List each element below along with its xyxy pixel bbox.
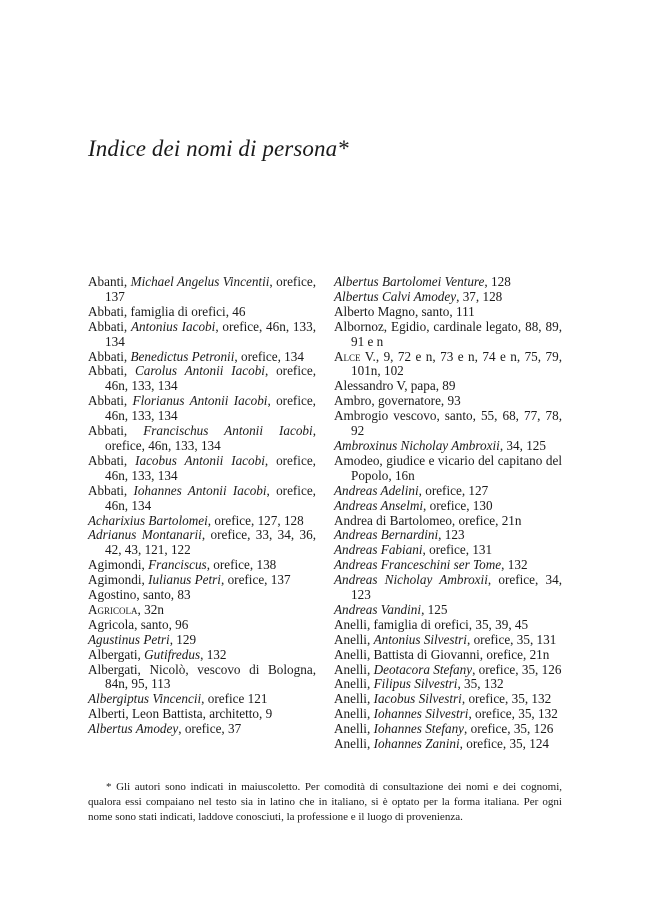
- index-entry: [334, 484, 562, 499]
- entry-text: Anelli,: [334, 736, 374, 752]
- entry-text: , 37, 128: [456, 288, 503, 304]
- entry-text: Abbati,: [88, 363, 136, 379]
- entry-name-italic: Iacobus Silvestri: [373, 691, 462, 707]
- index-entry: [334, 707, 562, 722]
- entry-text: Abbati,: [88, 452, 136, 468]
- index-entry: [334, 543, 562, 558]
- entry-text: , orefice, 46n, 133, 134: [105, 318, 316, 349]
- index-entry: [334, 558, 562, 573]
- index-entry: [334, 677, 562, 692]
- index-entry: [88, 514, 316, 529]
- entry-text: , orefice, 35, 126: [464, 721, 554, 737]
- entry-text: Alberti, Leon Battista, architetto, 9: [88, 706, 273, 722]
- entry-text: Ambro, governatore, 93: [334, 393, 461, 409]
- index-entry: [334, 320, 562, 350]
- entry-text: Anelli,: [334, 706, 374, 722]
- entry-text: Abbati,: [88, 482, 134, 498]
- entry-text: , orefice, 37: [178, 721, 242, 737]
- entry-text: Ambrogio vescovo, santo, 55, 68, 77, 78, 92: [334, 408, 562, 439]
- entry-name-italic: Antonius Silvestri: [373, 631, 467, 647]
- entry-text: Abbati,: [88, 348, 131, 364]
- entry-name-italic: Andreas Vandini: [334, 601, 422, 617]
- entry-text: , 132: [200, 646, 227, 662]
- entry-name-italic: Andreas Bernardini: [334, 527, 439, 543]
- index-entry: [334, 663, 562, 678]
- entry-name-italic: Albertus Calvi Amodey: [334, 288, 457, 304]
- index-entry: [334, 350, 562, 380]
- entry-name-italic: Franciscus: [148, 557, 207, 573]
- entry-name-italic: Andreas Nicholay Ambroxii: [334, 572, 488, 588]
- entry-name-italic: Michael Angelus Vincentii: [130, 274, 270, 289]
- entry-text: Anelli,: [334, 661, 374, 677]
- entry-text: Anelli,: [334, 676, 374, 692]
- entry-name-italic: Agustinus Petri: [88, 631, 170, 647]
- entry-text: , orefice, 138: [206, 557, 277, 573]
- entry-name-italic: Deotacora Stefany: [373, 661, 473, 677]
- entry-text: , orefice, 35, 131: [466, 631, 557, 647]
- entry-text: , 35, 132: [457, 676, 504, 692]
- entry-text: V., 9, 72 e n, 73 e n, 74 e n, 75, 79, 101n, 102: [351, 348, 562, 379]
- index-column-left: [88, 275, 316, 737]
- index-entry: [334, 603, 562, 618]
- entry-text: Albergati, Nicolò, vescovo di Bologna, 84n, 95, 113: [88, 661, 316, 692]
- entry-text: Abanti,: [88, 274, 131, 289]
- index-entry: [88, 722, 316, 737]
- entry-text: , orefice, 137: [220, 572, 291, 588]
- index-entry: [334, 275, 562, 290]
- entry-text: , orefice, 46n, 133, 134: [105, 452, 316, 483]
- entry-author-smallcaps: Agricola: [88, 601, 138, 617]
- index-entry: [334, 692, 562, 707]
- entry-text: Abbati, famiglia di orefici, 46: [88, 303, 246, 319]
- entry-text: , orefice, 46n, 133, 134: [105, 363, 316, 394]
- entry-text: Albornoz, Egidio, cardinale legato, 88, 89, 91 e n: [334, 318, 562, 349]
- index-entry: [334, 618, 562, 633]
- entry-name-italic: Iulianus Petri: [148, 572, 221, 588]
- index-entry: [88, 648, 316, 663]
- entry-text: , orefice, 46n, 133, 134: [105, 393, 316, 424]
- entry-name-italic: Iohannes Stefany: [373, 721, 465, 737]
- entry-text: Anelli,: [334, 721, 374, 737]
- entry-text: Andrea di Bartolomeo, orefice, 21n: [334, 512, 522, 528]
- index-entry: [88, 573, 316, 588]
- entry-name-italic: Gutifredus: [144, 646, 201, 662]
- entry-text: Alessandro V, papa, 89: [334, 378, 456, 394]
- index-entry: [88, 275, 316, 305]
- entry-name-italic: Iohannes Zanini: [373, 736, 460, 752]
- footnote: [88, 780, 562, 825]
- entry-text: , 129: [169, 631, 197, 647]
- entry-text: Anelli, Battista di Giovanni, orefice, 21n: [334, 646, 550, 662]
- entry-text: , 34, 125: [499, 437, 546, 453]
- index-entry: [88, 364, 316, 394]
- entry-text: , orefice 121: [201, 691, 268, 707]
- entry-text: , orefice, 35, 132: [461, 691, 552, 707]
- page-title: Indice dei nomi di persona*: [88, 136, 349, 161]
- index-entry: [334, 394, 562, 409]
- index-entry: [334, 409, 562, 439]
- entry-text: , 132: [501, 557, 528, 573]
- entry-text: , orefice, 46n, 134: [105, 482, 316, 513]
- entry-text: , orefice, 127, 128: [207, 512, 304, 528]
- entry-name-italic: Albergiptus Vincencii: [88, 691, 202, 707]
- entry-name-italic: Antonius Iacobi: [130, 318, 216, 334]
- index-entry: [88, 320, 316, 350]
- index-entry: [334, 528, 562, 543]
- index-entry: [334, 648, 562, 663]
- index-entry: [88, 603, 316, 618]
- index-entry: [88, 558, 316, 573]
- entry-text: Abbati,: [88, 318, 131, 334]
- entry-text: , orefice, 127: [418, 482, 489, 498]
- entry-name-italic: Florianus Antonii Iacobi: [132, 393, 268, 409]
- entry-name-italic: Adrianus Montanarii: [88, 527, 202, 543]
- index-entry: [88, 305, 316, 320]
- index-entry: [88, 484, 316, 514]
- index-entry: [88, 394, 316, 424]
- index-entry: [334, 573, 562, 603]
- entry-author-smallcaps: Alce: [334, 348, 361, 364]
- entry-text: Agostino, santo, 83: [88, 587, 191, 603]
- entry-text: Albergati,: [88, 646, 145, 662]
- index-entry: [334, 722, 562, 737]
- entry-name-italic: Andreas Adelini: [334, 482, 419, 498]
- entry-text: , orefice, 35, 126: [472, 661, 562, 677]
- index-entry: [334, 305, 562, 320]
- entry-text: Agricola, santo, 96: [88, 616, 189, 632]
- entry-text: Agimondi,: [88, 572, 149, 588]
- entry-name-italic: Carolus Antonii Iacobi: [135, 363, 265, 379]
- entry-name-italic: Ambroxinus Nicholay Ambroxii: [334, 437, 500, 453]
- entry-text: , 123: [438, 527, 465, 543]
- entry-name-italic: Iohannes Silvestri: [373, 706, 469, 722]
- index-entry: [334, 454, 562, 484]
- entry-name-italic: Albertus Amodey: [88, 721, 179, 737]
- entry-text: , orefice, 137: [105, 274, 316, 304]
- index-entry: [88, 707, 316, 722]
- entry-name-italic: Iacobus Antonii Iacobi: [135, 452, 265, 468]
- index-entry: [334, 379, 562, 394]
- entry-name-italic: Andreas Fabiani: [334, 542, 423, 558]
- entry-text: , orefice, 134: [234, 348, 304, 364]
- entry-text: , orefice, 34, 123: [351, 572, 562, 603]
- index-entry: [88, 424, 316, 454]
- entry-text: Anelli, famiglia di orefici, 35, 39, 45: [334, 616, 529, 632]
- index-entry: [88, 663, 316, 693]
- index-entry: [334, 514, 562, 529]
- footnote-text: Gli autori sono indicati in maiuscoletto. Per comodità di consultazione dei nomi e dei cognomi, qualora essi compaiano nel testo sia in latino che in italiano, si è optato per la forma italiana. Per ogni nome sono stati indicati, laddove conosciuti, la professione e il luogo di provenienza.: [88, 781, 562, 823]
- index-entry: [88, 618, 316, 633]
- index-entry: [88, 528, 316, 558]
- entry-text: , orefice, 46n, 133, 134: [105, 423, 316, 453]
- entry-name-italic: Filipus Silvestri: [373, 676, 458, 692]
- entry-text: , orefice, 130: [423, 497, 493, 513]
- entry-name-italic: Albertus Bartolomei Venture: [334, 274, 485, 289]
- footnote-mark: *: [106, 781, 112, 793]
- entry-text: Anelli,: [334, 691, 374, 707]
- entry-text: , orefice, 35, 124: [459, 736, 550, 752]
- entry-text: , orefice, 33, 34, 36, 42, 43, 121, 122: [105, 527, 317, 558]
- entry-text: , 32n: [137, 601, 164, 617]
- entry-text: Anelli,: [334, 631, 374, 647]
- entry-text: Alberto Magno, santo, 111: [334, 303, 475, 319]
- entry-name-italic: Francischus Antonii Iacobi: [143, 423, 313, 439]
- index-entry: [334, 633, 562, 648]
- entry-text: , orefice, 35, 132: [468, 706, 558, 722]
- entry-text: Abbati,: [88, 423, 144, 439]
- index-entry: [334, 439, 562, 454]
- entry-text: , 125: [421, 601, 448, 617]
- entry-text: , orefice, 131: [422, 542, 493, 558]
- index-entry: [88, 588, 316, 603]
- index-entry: [334, 499, 562, 514]
- index-entry: [334, 290, 562, 305]
- index-entry: [334, 737, 562, 752]
- index-entry: [88, 454, 316, 484]
- entry-text: Agimondi,: [88, 557, 149, 573]
- entry-name-italic: Acharixius Bartolomei: [88, 512, 208, 528]
- index-column-right: [334, 275, 562, 752]
- entry-name-italic: Iohannes Antonii Iacobi: [133, 482, 267, 498]
- entry-name-italic: Andreas Anselmi: [334, 497, 424, 513]
- index-entry: [88, 350, 316, 365]
- entry-text: Amodeo, giudice e vicario del capitano del Popolo, 16n: [334, 452, 562, 483]
- entry-text: Abbati,: [88, 393, 133, 409]
- entry-name-italic: Benedictus Petronii: [130, 348, 235, 364]
- entry-text: , 128: [484, 274, 511, 289]
- index-entry: [88, 633, 316, 648]
- entry-name-italic: Andreas Franceschini ser Tome: [334, 557, 502, 573]
- index-entry: [88, 692, 316, 707]
